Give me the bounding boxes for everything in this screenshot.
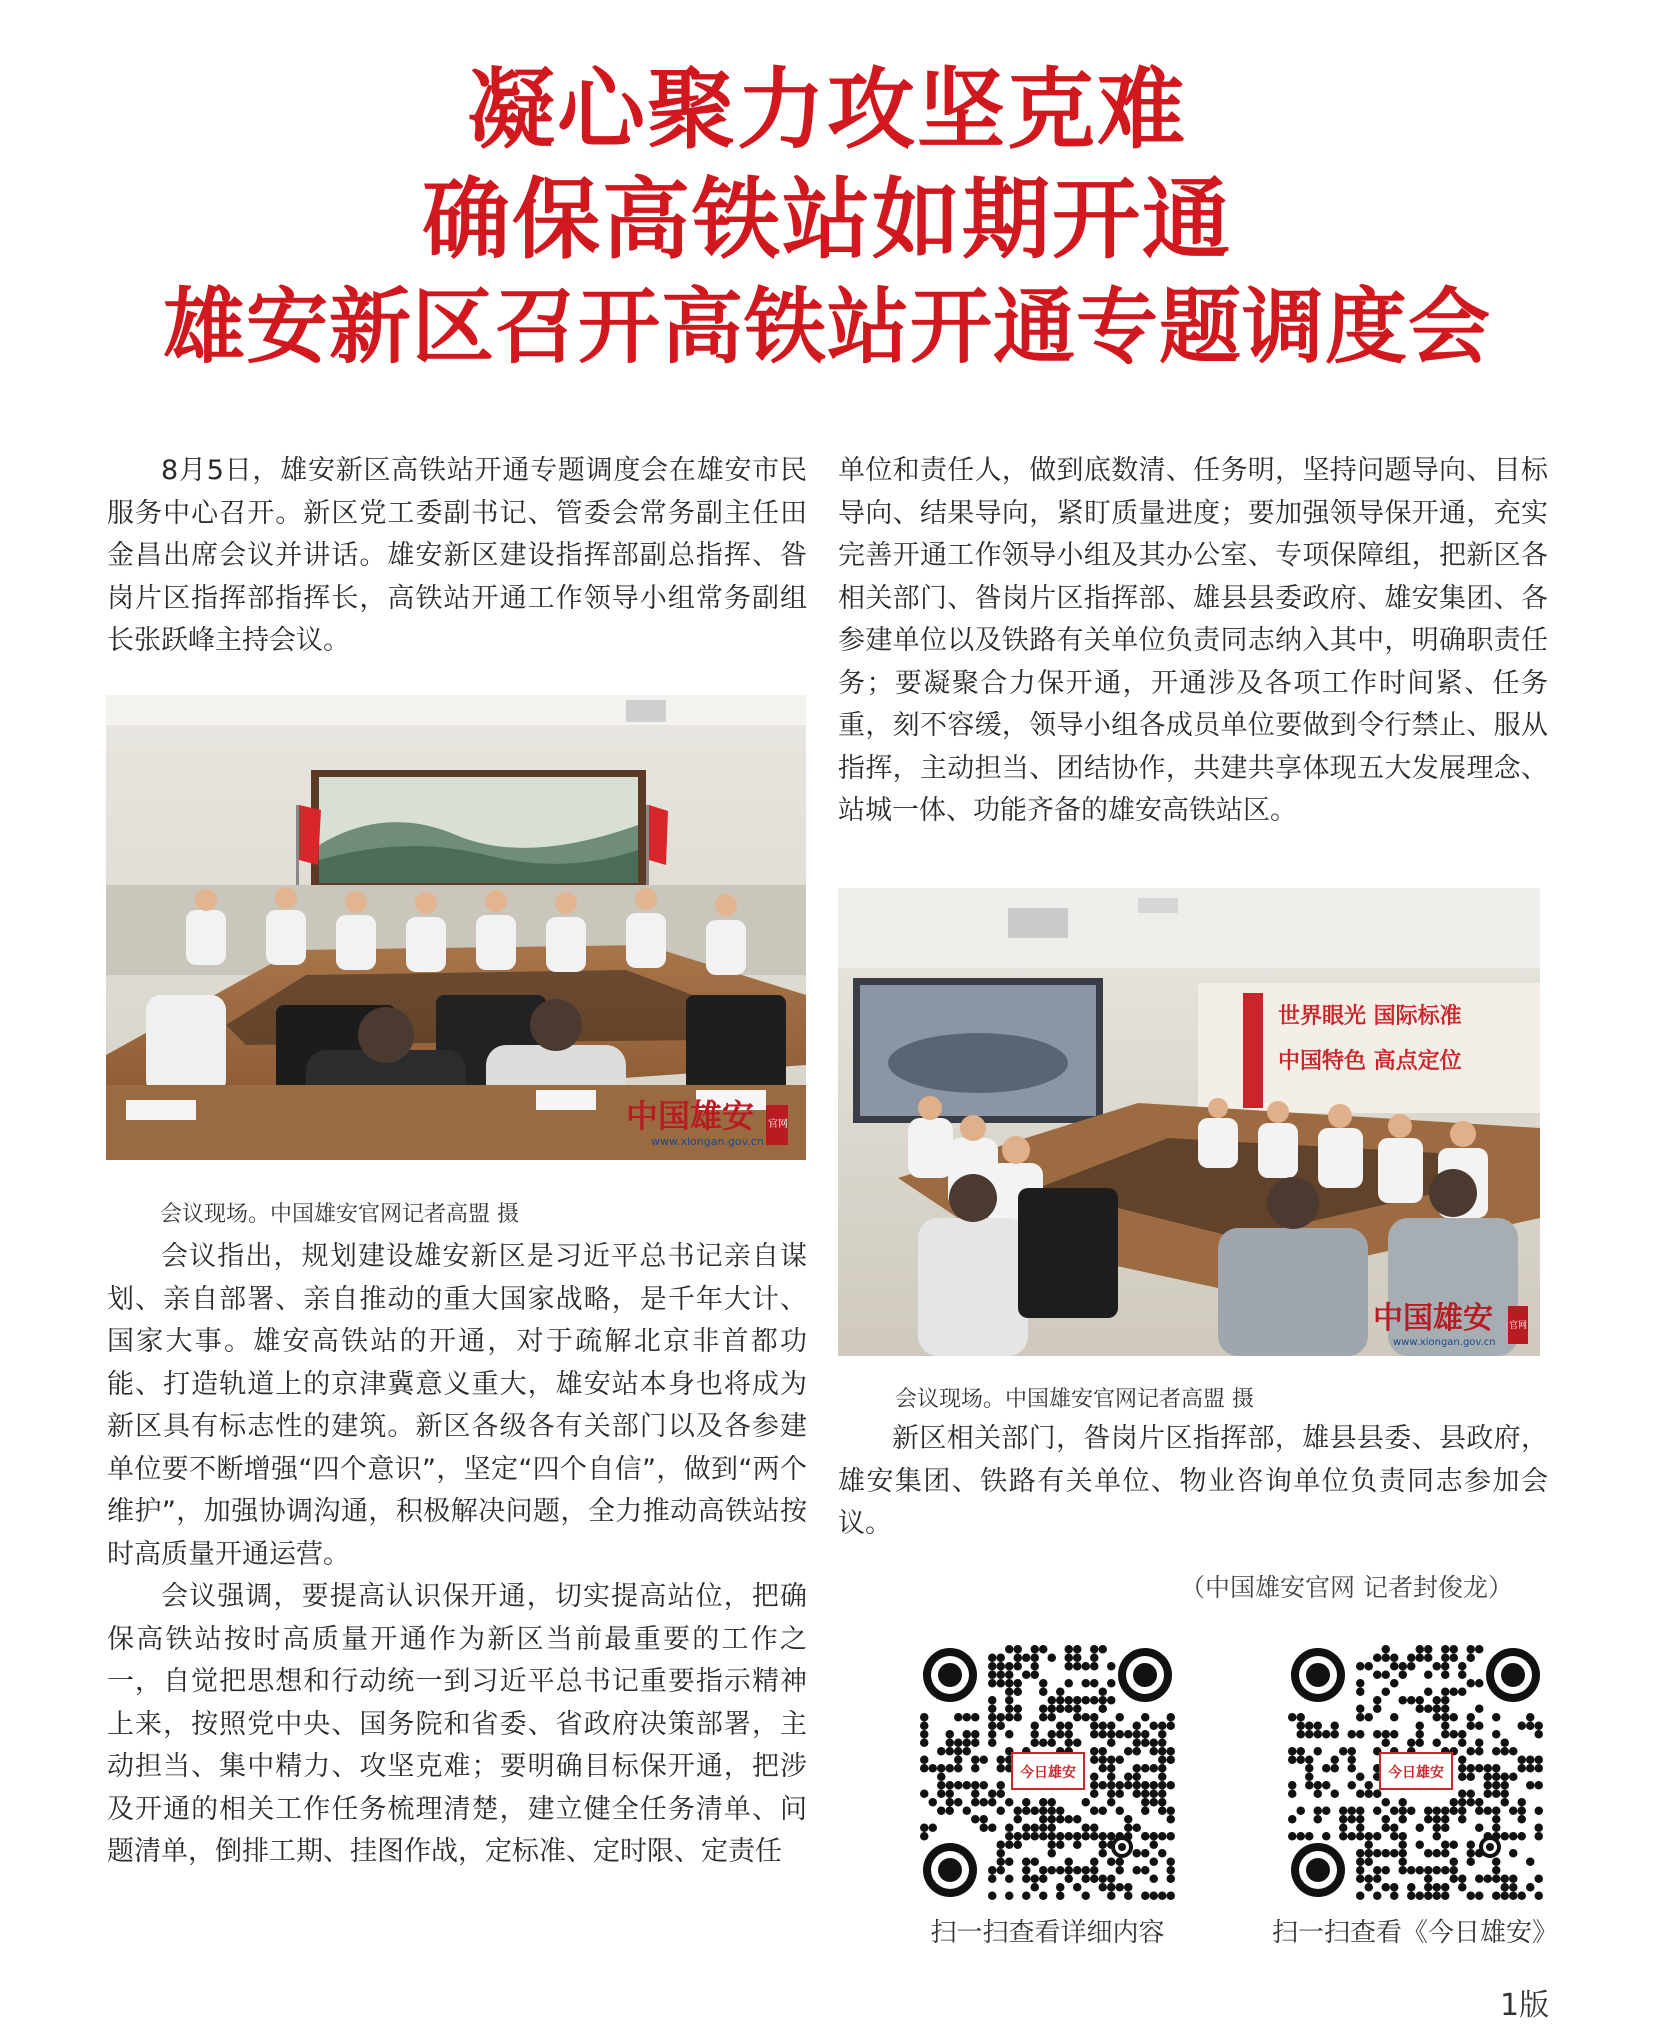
qr-code-details[interactable] (920, 1645, 1175, 1900)
qr-right-caption: 扫一扫查看《今日雄安》 (1271, 1918, 1558, 1948)
page-number: 1版 (1500, 1988, 1550, 2023)
article-paragraph-4: 新区相关部门，昝岗片区指挥部，雄县县委、县政府，雄安集团、铁路有关单位、物业咨询单位负责同志参加会议。 (838, 1423, 1548, 1539)
watermark-url-2: www.xiongan.gov.cn (1393, 1337, 1496, 1348)
meeting-photo-1 (106, 695, 806, 1160)
photo-1-caption: 会议现场。中国雄安官网记者高盟 摄 (160, 1202, 519, 1227)
article-paragraph-1: 8月5日，雄安新区高铁站开通专题调度会在雄安市民服务中心召开。新区党工委副书记、管委会常务副主任田金昌出席会议并讲话。雄安新区建设指挥部副总指挥、昝岗片区指挥部指挥长，高铁站开通工作领导小组常务副组长张跃峰主持会议。 (107, 455, 807, 656)
article-paragraph-3-continued: 单位和责任人，做到底数清、任务明，坚持问题导向、目标导向、结果导向，紧盯质量进度；要加强领导保开通，充实完善开通工作领导小组及其办公室、专项保障组，把新区各相关部门、昝岗片区指挥部、雄县县委政府、雄安集团、各参建单位以及铁路有关单位负责同志纳入其中，明确职责任务；要凝聚合力保开通，开通涉及各项工作时间紧、任务重，刻不容缓，领导小组各成员单位要做到令行禁止、服从指挥，主动担当、团结协作，共建共享体现五大发展理念、站城一体、功能齐备的雄安高铁站区。 (838, 455, 1548, 826)
watermark-logo: 中国雄安 (626, 1097, 755, 1135)
article-column-left-bottom (107, 1236, 807, 1874)
watermark-url: www.xiongan.gov.cn (651, 1135, 764, 1148)
watermark-logo-2: 中国雄安 (1373, 1301, 1493, 1336)
watermark-badge: 官网 (768, 1119, 788, 1130)
qr-left-center-label: 今日雄安 (1020, 1765, 1076, 1781)
article-paragraph-3: 会议强调，要提高认识保开通，切实提高站位，把确保高铁站按时高质量开通作为新区当前最重要的工作之一，自觉把思想和行动统一到习近平总书记重要指示精神上来，按照党中央、国务院和省委、省政府决策部署，主动担当、集中精力、攻坚克难；要明确目标保开通，把涉及开通的相关工作任务梳理清楚，建立健全任务清单、问题清单，倒排工期、挂图作战，定标准、定时限、定责任 (107, 1581, 807, 1867)
qr-left-caption: 扫一扫查看详细内容 (930, 1918, 1165, 1948)
article-column-left-top (107, 450, 807, 663)
qr-right-center-label: 今日雄安 (1388, 1765, 1444, 1781)
article-paragraph-2: 会议指出，规划建设雄安新区是习近平总书记亲自谋划、亲自部署、亲自推动的重大国家战略，是千年大计、国家大事。雄安高铁站的开通，对于疏解北京非首都功能、打造轨道上的京津冀意义重大，雄安站本身也将成为新区具有标志性的建筑。新区各级各有关部门以及各参建单位要不断增强“四个意识”，坚定“四个自信”，做到“两个维护”，加强协调沟通，积极解决问题，全力推动高铁站按时高质量开通运营。 (107, 1241, 807, 1570)
banner-line-2: 中国特色 高点定位 (1278, 1049, 1462, 1074)
banner-line-1: 世界眼光 国际标准 (1278, 1004, 1462, 1029)
headline-line-1: 凝心聚力攻坚克难 (466, 57, 1187, 161)
article-byline: （中国雄安官网 记者封俊龙） (1180, 1573, 1513, 1602)
meeting-photo-2 (838, 888, 1540, 1356)
photo-2-caption: 会议现场。中国雄安官网记者高盟 摄 (895, 1387, 1254, 1412)
qr-code-today-xiongan[interactable] (1288, 1645, 1543, 1900)
article-column-right-top (838, 450, 1548, 833)
headline-line-3: 雄安新区召开高铁站开通专题调度会 (162, 279, 1491, 375)
headline-line-2: 确保高铁站如期开通 (421, 167, 1232, 271)
article-column-right-bottom (838, 1418, 1548, 1546)
watermark-badge-2: 官网 (1509, 1321, 1528, 1331)
